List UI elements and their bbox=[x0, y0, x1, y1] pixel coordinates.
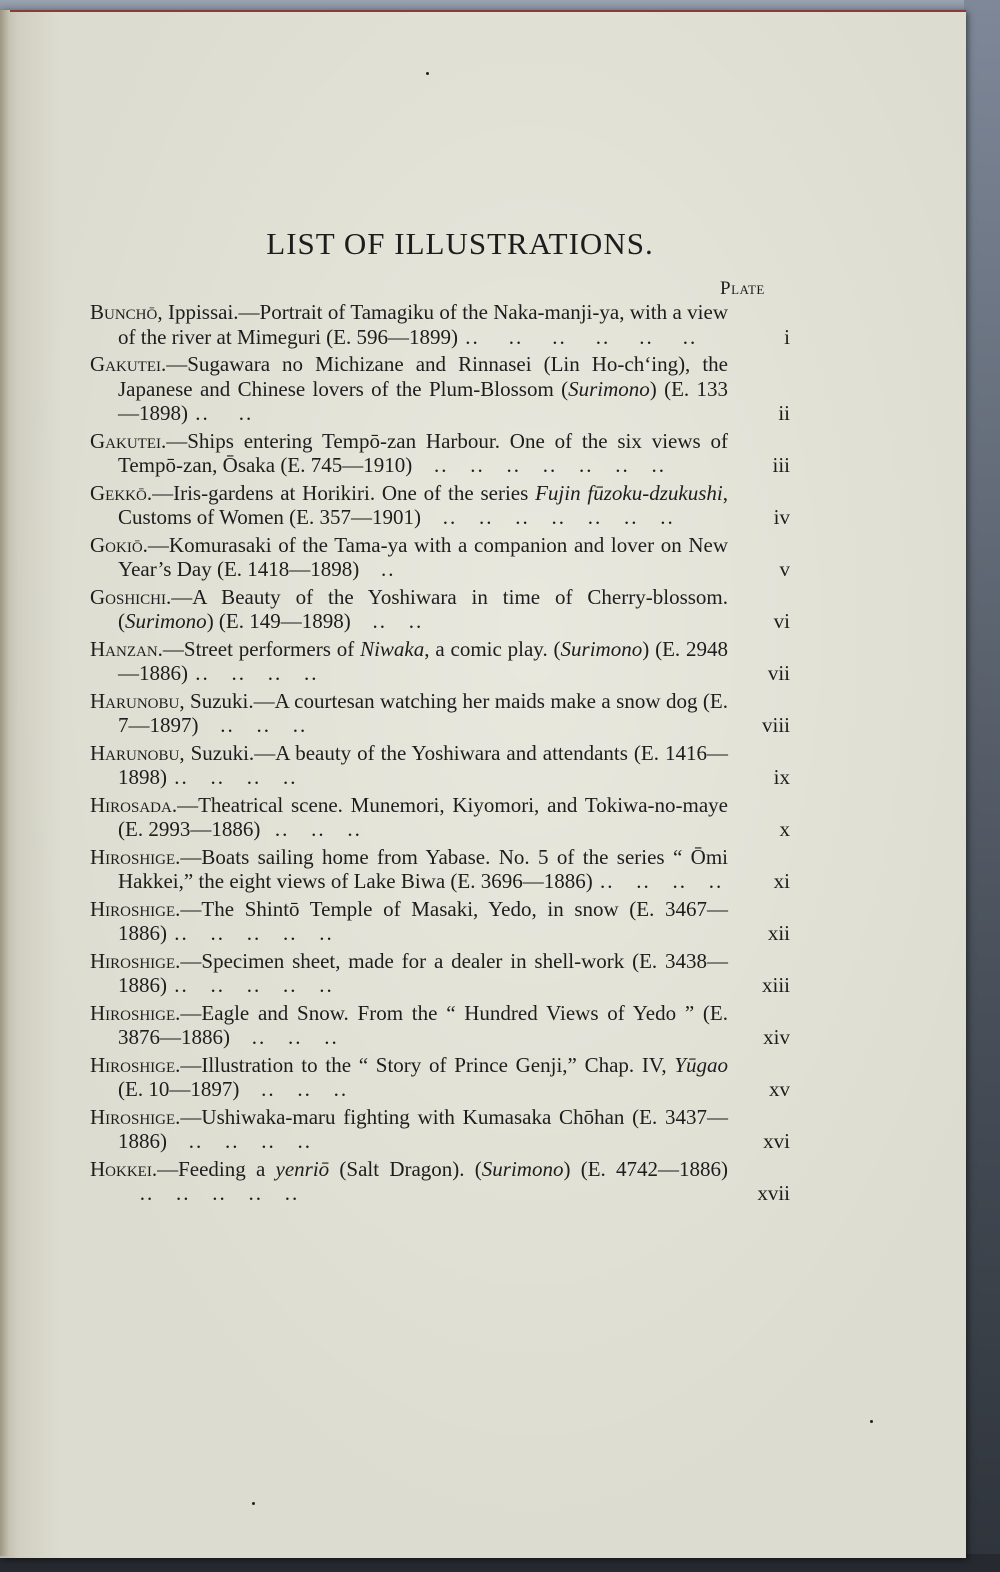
artist-name: Hiroshige bbox=[90, 948, 176, 973]
plate-number: xvi bbox=[763, 1129, 790, 1153]
list-item bbox=[90, 1105, 790, 1154]
artist-suffix: . bbox=[146, 480, 153, 505]
plate-number: iv bbox=[773, 505, 790, 529]
illustration-description: —Ushiwaka-maru fighting with Kumasaka Chōhan (E. 3437—1886) bbox=[118, 1104, 728, 1153]
illustration-description: —Sugawara no Michizane and Rinnasei (Lin Ho-ch‘ing), the Japanese and Chinese lovers of the Plum-Blossom (Surimono) (E. 133—1898) bbox=[118, 352, 728, 425]
artist-suffix: . bbox=[166, 584, 172, 609]
artist-name: Gekkō bbox=[90, 480, 147, 505]
list-item bbox=[90, 845, 790, 894]
illustration-description: —The Shintō Temple of Masaki, Yedo, in snow (E. 3467—1886) bbox=[118, 896, 728, 945]
leader-dots: .. .. .. .. .. bbox=[118, 1181, 300, 1205]
list-item bbox=[90, 429, 790, 478]
plate-number: viii bbox=[761, 713, 790, 737]
leader-dots: .. .. .. .. .. .. .. bbox=[412, 453, 666, 477]
list-item bbox=[90, 897, 790, 946]
artist-suffix: . bbox=[171, 792, 178, 817]
plate-number: xiv bbox=[763, 1025, 790, 1049]
artist-suffix: , Suzuki. bbox=[179, 740, 255, 765]
list-item bbox=[90, 481, 790, 530]
leader-dots: .. .. .. .. .. .. .. bbox=[421, 505, 675, 529]
list-item bbox=[90, 1157, 790, 1206]
leader-dots: .. .. .. .. bbox=[188, 661, 319, 685]
artist-name: Hiroshige bbox=[90, 1000, 176, 1025]
illustration-description: —A beauty of the Yoshiwara and attendants (E. 1416—1898) bbox=[118, 740, 728, 789]
artist-name: Goshichi bbox=[90, 584, 167, 609]
leader-dots: .. .. .. bbox=[230, 1025, 339, 1049]
leader-dots: .. .. .. .. .. .. bbox=[458, 324, 698, 349]
artist-name: Hiroshige bbox=[90, 896, 176, 921]
artist-suffix: . bbox=[157, 636, 163, 661]
entry-text bbox=[90, 689, 728, 738]
plate-number: iii bbox=[772, 453, 790, 477]
entry-text bbox=[90, 300, 728, 349]
plate-number: xi bbox=[773, 869, 790, 893]
artist-suffix: . bbox=[160, 352, 167, 376]
illustration-description: —Boats sailing home from Yabase. No. 5 of the series “ Ōmi Hakkei,” the eight views of Lake Biwa (E. 3696—1886) bbox=[118, 844, 728, 893]
artist-suffix: . bbox=[175, 1104, 181, 1129]
leader-dots: .. .. .. .. bbox=[167, 765, 298, 789]
artist-name: Bunchō bbox=[90, 300, 158, 324]
entry-text bbox=[90, 637, 728, 686]
ink-speck bbox=[252, 1502, 255, 1505]
list-item bbox=[90, 352, 790, 426]
plate-number: x bbox=[779, 817, 790, 841]
page-title: LIST OF ILLUSTRATIONS. bbox=[266, 226, 654, 261]
illustration-description: —Street performers of Niwaka, a comic play. (Surimono) (E. 2948—1886) bbox=[118, 636, 728, 685]
artist-suffix: . bbox=[175, 1000, 181, 1025]
entry-text bbox=[90, 533, 728, 582]
leader-dots: .. .. bbox=[188, 401, 254, 425]
illustration-description: —Illustration to the “ Story of Prince Genji,” Chap. IV, Yūgao (E. 10—1897) bbox=[118, 1052, 728, 1101]
illustration-description: —Eagle and Snow. From the “ Hundred Views of Yedo ” (E. 3876—1886) bbox=[118, 1000, 728, 1049]
plate-column-heading: Plate bbox=[720, 278, 765, 299]
leader-dots: .. .. .. .. .. bbox=[167, 921, 334, 945]
artist-suffix: . bbox=[175, 844, 181, 869]
illustration-description: —Komurasaki of the Tama-ya with a companion and lover on New Year’s Day (E. 1418—1898) bbox=[118, 532, 728, 581]
artist-name: Harunobu bbox=[90, 688, 180, 713]
artist-name: Hiroshige bbox=[90, 1104, 176, 1129]
illustration-description: —Ships entering Tempō-zan Harbour. One of the six views of Tempō-zan, Ōsaka (E. 745—1910) bbox=[118, 428, 728, 477]
list-item bbox=[90, 1001, 790, 1050]
plate-number: ii bbox=[778, 401, 790, 425]
artist-name: Hiroshige bbox=[90, 844, 176, 869]
illustration-description: —Portrait of Tamagiku of the Naka-manji-ya, with a view of the river at Mimeguri (E. 596—1899) bbox=[118, 300, 728, 349]
illustration-description: —A Beauty of the Yoshiwara in time of Cherry-blossom. (Surimono) (E. 149—1898) bbox=[118, 584, 728, 633]
entry-text bbox=[90, 352, 728, 426]
list-item bbox=[90, 585, 790, 634]
artist-suffix: . bbox=[175, 948, 181, 973]
artist-suffix: , Ippissai. bbox=[157, 300, 239, 324]
plate-number: i bbox=[784, 324, 790, 349]
artist-name: Hanzan bbox=[90, 636, 158, 661]
artist-name: Gakutei bbox=[90, 352, 161, 376]
background-right bbox=[964, 0, 1000, 1572]
plate-number: vii bbox=[767, 661, 790, 685]
plate-number: xv bbox=[769, 1077, 790, 1101]
list-item bbox=[90, 689, 790, 738]
artist-suffix: . bbox=[142, 532, 148, 557]
artist-name: Hokkei bbox=[90, 1156, 152, 1181]
illustration-description: —Specimen sheet, made for a dealer in shell-work (E. 3438—1886) bbox=[118, 948, 728, 997]
entry-text bbox=[90, 1157, 728, 1206]
leader-dots: .. .. .. .. bbox=[592, 869, 724, 893]
artist-suffix: . bbox=[175, 1052, 181, 1077]
leader-dots: .. .. .. .. bbox=[167, 1129, 312, 1153]
list-item bbox=[90, 533, 790, 582]
leader-dots: .. .. .. bbox=[239, 1077, 349, 1101]
plate-number: ix bbox=[773, 765, 790, 789]
artist-suffix: . bbox=[175, 896, 181, 921]
artist-name: Gokiō bbox=[90, 532, 143, 557]
leader-dots: .. .. .. .. .. bbox=[167, 973, 334, 997]
artist-name: Gakutei bbox=[90, 428, 161, 453]
entry-text bbox=[90, 585, 728, 634]
plate-number: xii bbox=[767, 921, 790, 945]
page-gutter bbox=[0, 10, 10, 1556]
leader-dots: .. .. bbox=[350, 609, 424, 633]
list-item bbox=[90, 1053, 790, 1102]
artist-suffix: , Suzuki. bbox=[179, 688, 254, 713]
artist-suffix: . bbox=[151, 1156, 158, 1181]
illustration-description: —Feeding a yenriō (Salt Dragon). (Surimono) (E. 4742—1886) bbox=[157, 1156, 728, 1181]
entry-text bbox=[90, 845, 728, 894]
illustration-description: —Theatrical scene. Munemori, Kiyomori, and Tokiwa-no-maye (E. 2993—1886) bbox=[118, 792, 728, 841]
list-item bbox=[90, 637, 790, 686]
illustrations-list bbox=[90, 300, 790, 1209]
list-item bbox=[90, 793, 790, 842]
plate-number: vi bbox=[773, 609, 790, 633]
entry-text bbox=[90, 1053, 728, 1102]
illustration-description: —Iris-gardens at Horikiri. One of the series Fujin fūzoku-dzukushi, Customs of Women (E. 357—1901) bbox=[118, 480, 728, 529]
ink-speck bbox=[426, 72, 429, 75]
ink-speck bbox=[870, 1420, 873, 1423]
leader-dots: .. .. .. bbox=[198, 713, 308, 737]
entry-text bbox=[90, 793, 728, 842]
illustration-description: —A courtesan watching her maids make a snow dog (E. 7—1897) bbox=[118, 688, 728, 737]
list-item bbox=[90, 949, 790, 998]
artist-name: Harunobu bbox=[90, 740, 180, 765]
leader-dots: .. .. .. bbox=[260, 817, 362, 841]
list-item bbox=[90, 741, 790, 790]
plate-number: xiii bbox=[761, 973, 790, 997]
list-item bbox=[90, 300, 790, 349]
entry-text bbox=[90, 1001, 728, 1050]
leader-dots: .. bbox=[359, 557, 396, 581]
entry-text bbox=[90, 1105, 728, 1154]
artist-name: Hiroshige bbox=[90, 1052, 176, 1077]
entry-text bbox=[90, 741, 728, 790]
artist-name: Hirosada bbox=[90, 792, 172, 817]
entry-text bbox=[90, 897, 728, 946]
plate-number: v bbox=[779, 557, 790, 581]
entry-text bbox=[90, 949, 728, 998]
entry-text bbox=[90, 481, 728, 530]
artist-suffix: . bbox=[160, 428, 167, 453]
plate-number: xvii bbox=[757, 1181, 790, 1205]
entry-text bbox=[90, 429, 728, 478]
